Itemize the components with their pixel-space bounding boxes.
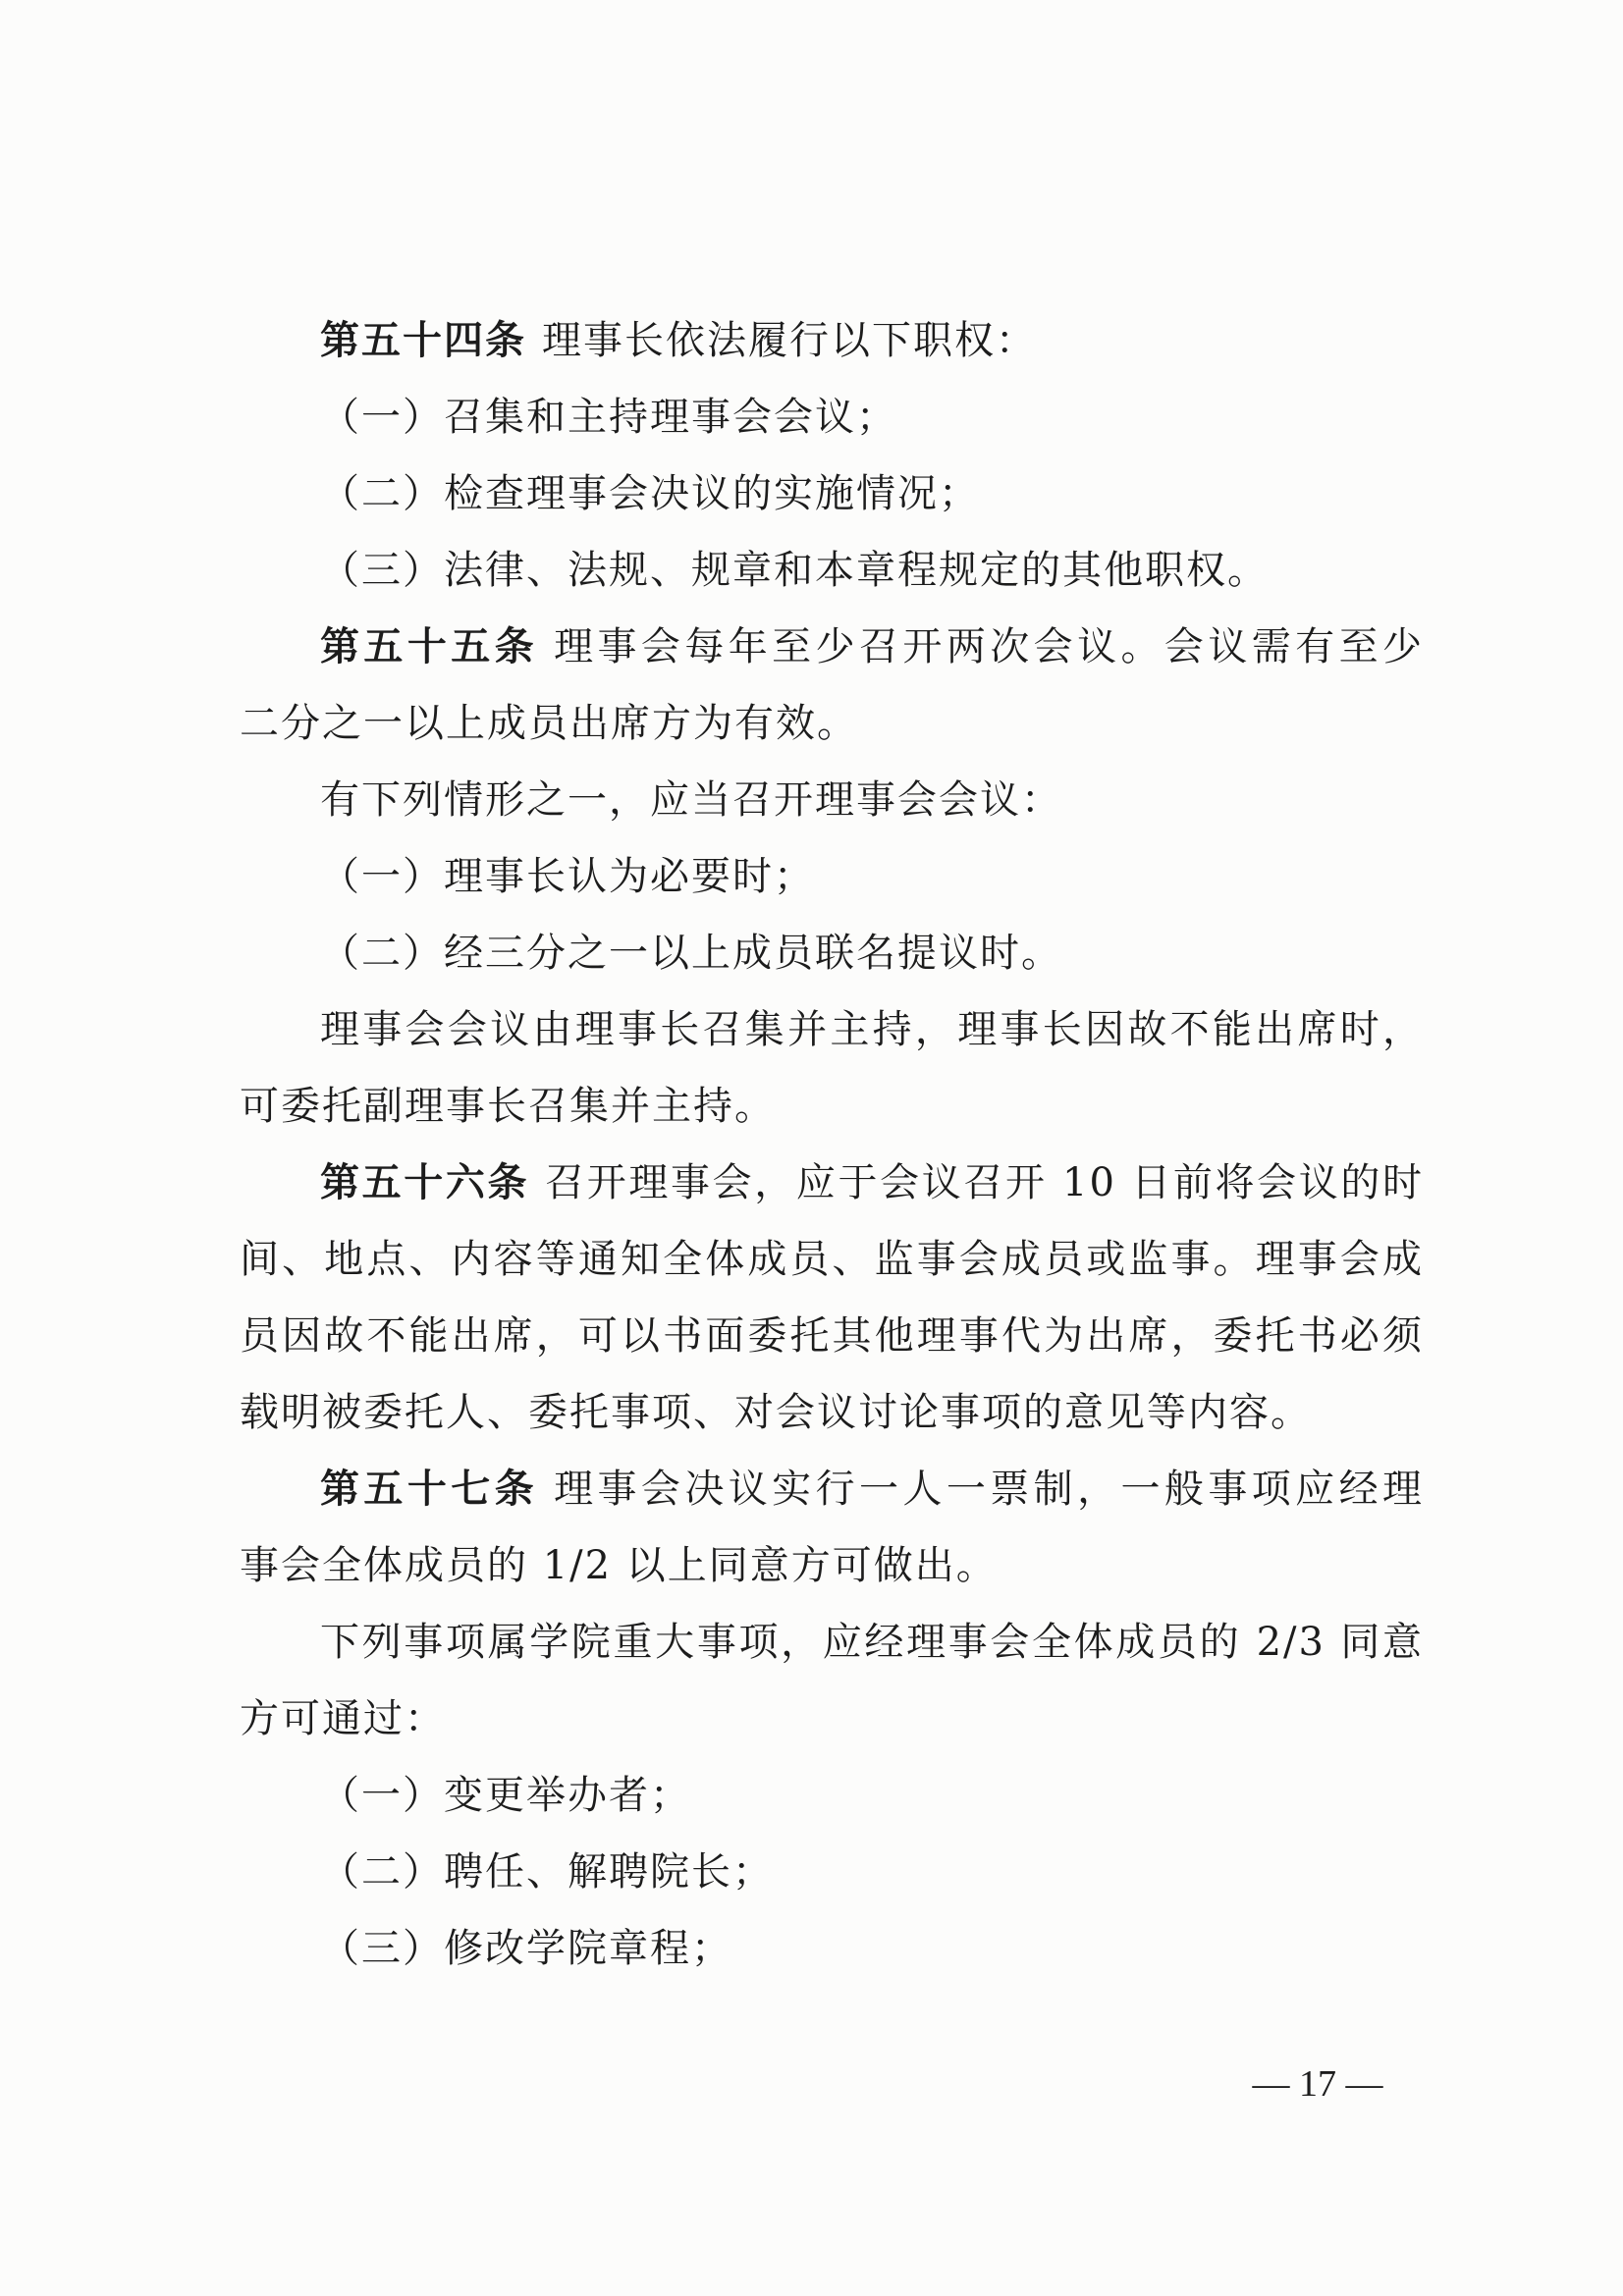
body-text: （一）召集和主持理事会会议； bbox=[320, 395, 897, 440]
article-55-line bbox=[240, 609, 1424, 685]
list-item bbox=[240, 379, 1424, 455]
body-text: （一）理事长认为必要时； bbox=[320, 854, 815, 899]
body-text: 理事长依法履行以下职权： bbox=[542, 318, 1037, 363]
article-heading: 第五十四条 bbox=[320, 318, 526, 363]
article-heading: 第五十七条 bbox=[320, 1467, 539, 1512]
body-text: （二）检查理事会决议的实施情况； bbox=[320, 471, 980, 516]
list-item bbox=[240, 455, 1424, 532]
body-text: 理事会会议由理事长召集并主持，理事长因故不能出席时， bbox=[320, 1007, 1424, 1052]
body-line bbox=[240, 1374, 1424, 1451]
article-56-line bbox=[240, 1145, 1424, 1221]
page-number: — 17 — bbox=[1252, 2063, 1383, 2105]
body-line bbox=[240, 1527, 1424, 1604]
body-text: 二分之一以上成员出席方为有效。 bbox=[240, 701, 858, 746]
body-text: 理事会决议实行一人一票制，一般事项应经理 bbox=[554, 1467, 1424, 1512]
body-text: 可委托副理事长召集并主持。 bbox=[240, 1084, 776, 1129]
body-line bbox=[240, 762, 1424, 838]
body-text: （一）变更举办者； bbox=[320, 1773, 691, 1818]
article-57-line bbox=[240, 1451, 1424, 1527]
document-body bbox=[240, 302, 1424, 1987]
body-text: 载明被委托人、委托事项、对会议讨论事项的意见等内容。 bbox=[240, 1390, 1312, 1435]
article-heading: 第五十六条 bbox=[320, 1160, 530, 1205]
body-text: （三）法律、法规、规章和本章程规定的其他职权。 bbox=[320, 548, 1269, 593]
article-heading: 第五十五条 bbox=[320, 624, 539, 669]
body-text: （二）聘任、解聘院长； bbox=[320, 1849, 774, 1895]
body-text: 有下列情形之一，应当召开理事会会议： bbox=[320, 777, 1062, 823]
body-text: 事会全体成员的 1/2 以上同意方可做出。 bbox=[240, 1543, 998, 1588]
body-line bbox=[240, 685, 1424, 762]
body-line bbox=[240, 991, 1424, 1068]
list-item bbox=[240, 915, 1424, 991]
body-text: 召开理事会，应于会议召开 10 日前将会议的时 bbox=[545, 1160, 1424, 1205]
body-text: 理事会每年至少召开两次会议。会议需有至少 bbox=[554, 624, 1424, 669]
body-text: （三）修改学院章程； bbox=[320, 1926, 732, 1971]
list-item bbox=[240, 532, 1424, 609]
body-line bbox=[240, 1681, 1424, 1757]
body-text: 员因故不能出席，可以书面委托其他理事代为出席，委托书必须 bbox=[240, 1313, 1424, 1359]
article-54-line bbox=[240, 302, 1424, 379]
body-text: 间、地点、内容等通知全体成员、监事会成员或监事。理事会成 bbox=[240, 1237, 1424, 1282]
list-item bbox=[240, 838, 1424, 915]
list-item bbox=[240, 1834, 1424, 1910]
list-item bbox=[240, 1910, 1424, 1987]
body-line bbox=[240, 1221, 1424, 1298]
body-line bbox=[240, 1604, 1424, 1681]
body-text: （二）经三分之一以上成员联名提议时。 bbox=[320, 931, 1062, 976]
body-line bbox=[240, 1068, 1424, 1145]
list-item bbox=[240, 1757, 1424, 1834]
body-text: 方可通过： bbox=[240, 1696, 446, 1741]
body-line bbox=[240, 1298, 1424, 1374]
body-text: 下列事项属学院重大事项，应经理事会全体成员的 2/3 同意 bbox=[320, 1620, 1424, 1665]
